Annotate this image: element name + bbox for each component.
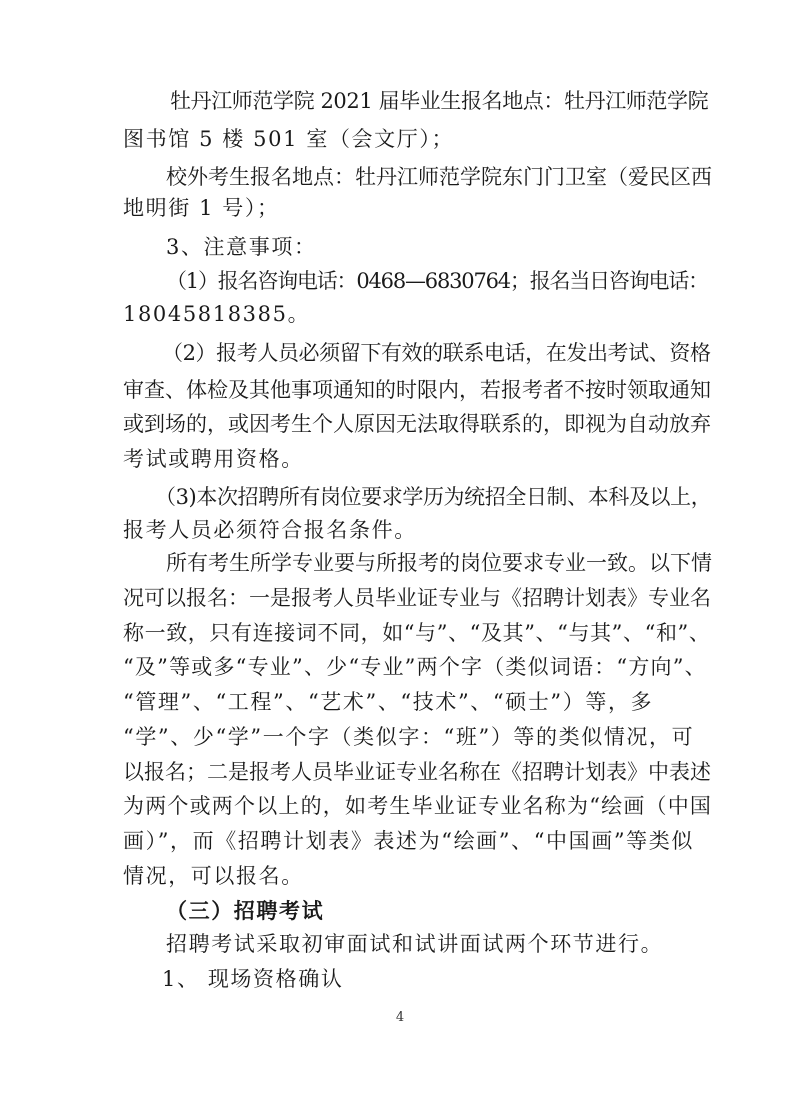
text-line: （1）报名咨询电话：0468—6830764；报名当日咨询电话： <box>166 269 708 293</box>
text-line: （2）报考人员必须留下有效的联系电话，在发出考试、资格 <box>162 341 711 365</box>
text-line: 1、 现场资格确认 <box>162 967 344 991</box>
text-line: 或到场的，或因考生个人原因无法取得联系的，即视为自动放弃 <box>123 412 711 436</box>
text-line: “及”等或多“专业”、少“专业”两个字（类似词语：“方向”、 <box>123 655 707 679</box>
notes-heading: 3、注意事项： <box>166 235 317 259</box>
text-line: 画）”，而《招聘计划表》表述为“绘画”、“中国画”等类似 <box>123 829 694 853</box>
text-line: 称一致，只有连接词不同，如“与”、“及其”、“与其”、“和”、 <box>123 621 711 645</box>
text-line: （3)本次招聘所有岗位要求学历为统招全日制、本科及以上， <box>155 485 712 509</box>
text-line: 况可以报名：一是报考人员毕业证专业与《招聘计划表》专业名 <box>123 586 711 610</box>
text-line: 18045818385。 <box>123 302 311 326</box>
text-line: 情况，可以报名。 <box>123 864 304 888</box>
text-line: 考试或聘用资格。 <box>123 447 304 471</box>
text-line: “管理”、“工程”、“艺术”、“技术”、“硕士”）等，多 <box>123 690 654 714</box>
text-line: 招聘考试采取初审面试和试讲面试两个环节进行。 <box>166 932 664 956</box>
text-line: 校外考生报名地点：牡丹江师范学院东门门卫室（爱民区西 <box>166 165 712 189</box>
text-line: 地明街 1 号）； <box>123 196 280 220</box>
section-heading: （三）招聘考试 <box>166 898 325 923</box>
text-line: “学”、少“学”一个字（类似字：“班”）等的类似情况，可 <box>123 725 695 749</box>
text-line: 图书馆 5 楼 501 室（会文厅）； <box>123 127 455 151</box>
text-line: 所有考生所学专业要与所报考的岗位要求专业一致。以下情 <box>166 551 712 575</box>
text-line: 报考人员必须符合报名条件。 <box>123 518 417 542</box>
text-line: 为两个或两个以上的，如考生毕业证专业名称为“绘画（中国 <box>123 794 713 818</box>
page-number: 4 <box>395 1010 405 1025</box>
text-line: 牡丹江师范学院 2021 届毕业生报名地点：牡丹江师范学院 <box>170 89 709 113</box>
text-line: 审查、体检及其他事项通知的时限内，若报考者不按时领取通知 <box>123 378 711 402</box>
text-line: 以报名；二是报考人员毕业证专业名称在《招聘计划表》中表述 <box>123 760 711 784</box>
